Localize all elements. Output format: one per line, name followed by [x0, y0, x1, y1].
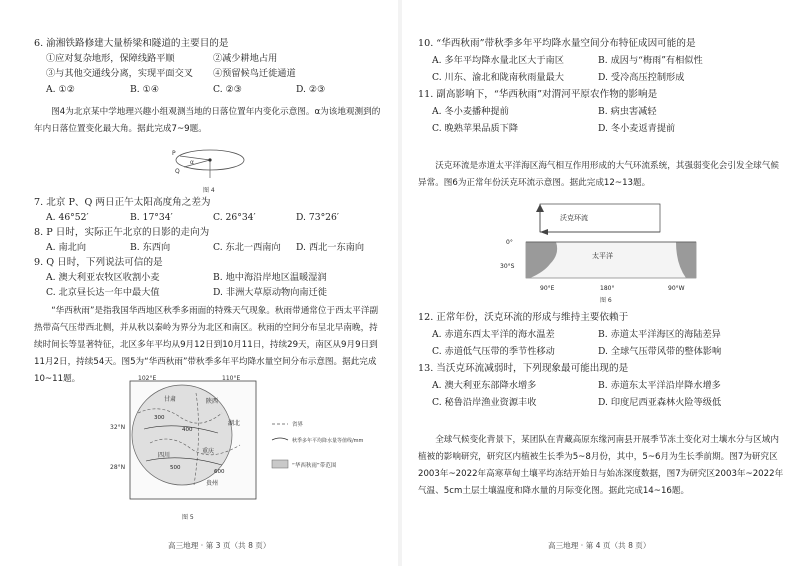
q10-option-c[interactable]: C. 川东、渝北和陇南秋雨量最大 [432, 72, 564, 83]
q10-option-b[interactable]: B. 成因与“梅雨”有相似性 [598, 55, 703, 66]
isoline-value-500: 500 [170, 465, 181, 471]
q12-option-a[interactable]: A. 赤道东西太平洋的海水温差 [432, 329, 555, 340]
q13-stem: 13. 当沃克环流减弱时，下列现象最可能出现的是 [418, 363, 629, 374]
q13-option-a[interactable]: A. 澳大利亚东部降水增多 [432, 380, 537, 391]
q13-option-d[interactable]: D. 印度尼西亚森林火险等级低 [598, 397, 722, 408]
legend-isoline: 秋季多年平均降水量等值线/mm [292, 438, 364, 444]
lon-90w: 90°W [668, 285, 685, 292]
legend-belt-symbol [272, 460, 288, 468]
q6-item-3: ③与其他交通线分离，实现平面交叉 [46, 68, 193, 79]
region-gansu: 甘肃 [164, 396, 177, 403]
isoline-value-400: 400 [182, 427, 193, 433]
q7-option-b[interactable]: B. 17°34′ [130, 212, 173, 223]
left-page [0, 0, 398, 566]
q6-stem: 6. 渝湘铁路修建大量桥梁和隧道的主要目的是 [34, 38, 229, 49]
q8-option-b[interactable]: B. 东西向 [130, 242, 171, 253]
q7-stem: 7. 北京 P、Q 两日正午太阳高度角之差为 [34, 197, 211, 208]
figure-5 [110, 373, 270, 523]
q9-option-b[interactable]: B. 地中海沿岸地区温暖湿润 [213, 272, 327, 283]
q8-option-a[interactable]: A. 南北向 [46, 242, 87, 253]
q11-option-c[interactable]: C. 晚熟苹果品质下降 [432, 123, 519, 134]
figure-4-label: 图 4 [203, 187, 215, 194]
q8-option-c[interactable]: C. 东北一西南向 [213, 242, 281, 253]
region-sichuan: 四川 [158, 452, 171, 459]
q6-option-b[interactable]: B. ①④ [130, 84, 160, 95]
legend-belt: “华西秋雨”带范围 [292, 463, 337, 469]
region-hubei: 湖北 [228, 420, 241, 427]
q10-option-a[interactable]: A. 多年平均降水量北区大于南区 [432, 55, 564, 66]
walker-cell [540, 204, 660, 232]
lat-30s: 30°S [500, 263, 515, 270]
rising-arrow [536, 204, 544, 212]
lon-90e: 90°E [540, 285, 555, 292]
q6-item-1: ①应对复杂地形，保障线路平顺 [46, 53, 175, 64]
figure-6-label: 图 6 [600, 297, 612, 304]
lat-32n: 32°N [110, 424, 126, 431]
q11-stem: 11. 副高影响下，“华西秋雨”对渭河平原农作物的影响是 [418, 89, 658, 100]
q8-stem: 8. P 日时，实际正午北京的日影的走向为 [34, 227, 210, 238]
q7-option-d[interactable]: D. 73°26′ [296, 212, 339, 223]
sunset-line-q [184, 160, 210, 167]
surface-arrow [540, 229, 548, 235]
lat-28n: 28°N [110, 464, 126, 471]
intro-fig4: 图4为北京某中学地理兴趣小组观测当地的日落位置年内变化示意图。α为该地观测到的年内日落位置变化最大角。据此完成7~9题。 [34, 107, 381, 134]
q8-option-d[interactable]: D. 西北一东南向 [296, 242, 365, 253]
q13-option-c[interactable]: C. 秘鲁沿岸渔业资源丰收 [432, 397, 537, 408]
q6-item-2: ②减少耕地占用 [213, 53, 278, 64]
sunset-line-p [180, 156, 210, 160]
lat-0: 0° [506, 239, 513, 246]
q6-option-a[interactable]: A. ①② [46, 84, 75, 95]
q13-option-b[interactable]: B. 赤道东太平洋沿岸降水增多 [598, 380, 721, 391]
label-alpha: α [190, 159, 194, 166]
intro-fig7: 全球气候变化背景下，某团队在青藏高原东缘河南县开展季节冻土变化对土壤水分与区域内植被的影响研究，研究区内植被生长季为5~8月份，其中，5~6月为生长季前期。图7为研究区2003年~2022年高寒草甸土壤平均冻结开始日与始冻深度数据，图7为研究区2003年~2022年气温、5cm土层土壤温度和降水量的月际变化图。据此完成14~16题。 [418, 435, 784, 496]
q6-option-d[interactable]: D. ②③ [296, 84, 326, 95]
q11-option-b[interactable]: B. 病虫害减轻 [598, 106, 657, 117]
region-chongqing: 重庆 [202, 448, 215, 455]
region-guizhou: 贵州 [206, 480, 219, 487]
q7-option-a[interactable]: A. 46°52′ [46, 212, 89, 223]
intro-fig5: “华西秋雨”是指我国华西地区秋季多雨面的特殊天气现象。秋雨带通常位于西太平洋副热带高气压带西北侧，并从秋以秦岭为界分为北区和南区。秋雨的空间分布呈北早南晚，持续时间长等显著特征，北区多年平均从9月12日到10月11日，持续29天，南区从9月9日到11月2日，持续54天。图5为“华西秋雨”带秋季多年平均降水量空间分布示意图。据此完成10~11题。 [34, 306, 379, 384]
ocean-label: 太平洋 [592, 252, 613, 260]
isoline-value-600: 600 [214, 469, 225, 475]
q9-option-c[interactable]: C. 北京昼长达一年中最大值 [46, 287, 160, 298]
q12-option-b[interactable]: B. 赤道太平洋海区的海陆差异 [598, 329, 721, 340]
q9-stem: 9. Q 日时，下列说法可信的是 [34, 257, 163, 268]
legend-boundary: 省界 [292, 422, 304, 428]
right-page [402, 0, 800, 566]
intro-fig6: 沃克环流是赤道太平洋海区海气相互作用形成的大气环流系统，其强弱变化会引发全球气候异常。图6为正常年份沃克环流示意图。据此完成12~13题。 [418, 161, 779, 188]
legend-isoline-symbol [272, 438, 288, 440]
q11-option-d[interactable]: D. 冬小麦返青提前 [598, 123, 676, 134]
q12-option-c[interactable]: C. 赤道低气压带的季节性移动 [432, 346, 555, 357]
page-4-footer: 高三地理 · 第 4 页（共 8 页） [548, 541, 651, 550]
figure-4 [170, 140, 250, 194]
walker-title: 沃克环流 [560, 214, 588, 222]
label-p: P [172, 150, 176, 157]
page-3-footer: 高三地理 · 第 3 页（共 8 页） [168, 541, 271, 550]
lon-110e: 110°E [222, 375, 241, 382]
q7-option-c[interactable]: C. 26°34′ [213, 212, 256, 223]
figure-5-legend [270, 418, 370, 488]
q9-option-a[interactable]: A. 澳大利亚农牧区收割小麦 [46, 272, 160, 283]
q11-option-a[interactable]: A. 冬小麦播种提前 [432, 106, 509, 117]
label-q: Q [175, 168, 180, 175]
lon-102e: 102°E [138, 375, 157, 382]
region-shaanxi: 陕西 [206, 398, 219, 405]
q10-stem: 10. “华西秋雨”带秋季多年平均降水量空间分布特征成因可能的是 [418, 38, 696, 49]
figure-6 [500, 198, 710, 306]
q12-stem: 12. 正常年份，沃克环流的形成与维持主要依赖于 [418, 312, 629, 323]
q6-item-4: ④预留候鸟迁徙通道 [213, 68, 296, 79]
q10-option-d[interactable]: D. 受冷高压控制形成 [598, 72, 685, 83]
figure-5-label: 图 5 [182, 514, 194, 521]
q6-option-c[interactable]: C. ②③ [213, 84, 243, 95]
lon-180: 180° [600, 285, 615, 292]
q9-option-d[interactable]: D. 非洲大草原动物向南迁徙 [213, 287, 327, 298]
isoline-value-300: 300 [154, 415, 165, 421]
q12-option-d[interactable]: D. 全球气压带风带的整体影响 [598, 346, 722, 357]
observer-point [208, 158, 211, 161]
